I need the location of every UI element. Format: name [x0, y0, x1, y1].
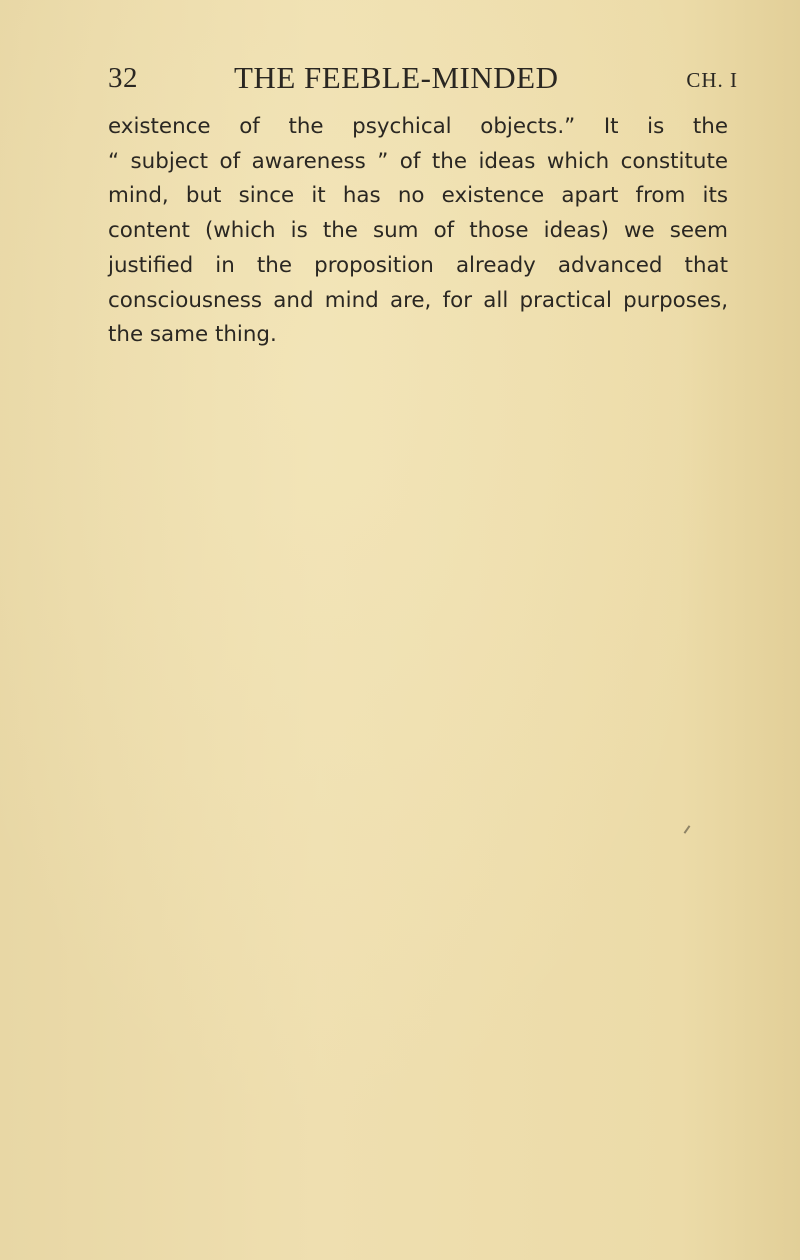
text-line: mind, but since it has no existence apart from its: [108, 183, 728, 209]
running-head: [108, 58, 738, 98]
page-number: 32: [108, 62, 138, 94]
text-line: content (which is the sum of those ideas) we seem: [108, 218, 728, 244]
text-line-last: the same thing.: [108, 322, 277, 348]
ink-speck: [684, 825, 691, 834]
text-line: consciousness and mind are, for all practical purposes,: [108, 287, 728, 313]
body-paragraph: [108, 110, 728, 353]
text-line: justified in the proposition already advanced that: [108, 252, 728, 278]
chapter-reference: CH. I: [686, 68, 738, 92]
text-line: existence of the psychical objects.” It is the: [108, 114, 728, 139]
text-line: “ subject of awareness ” of the ideas which constitute: [108, 148, 728, 174]
running-title: THE FEEBLE-MINDED: [234, 60, 559, 95]
